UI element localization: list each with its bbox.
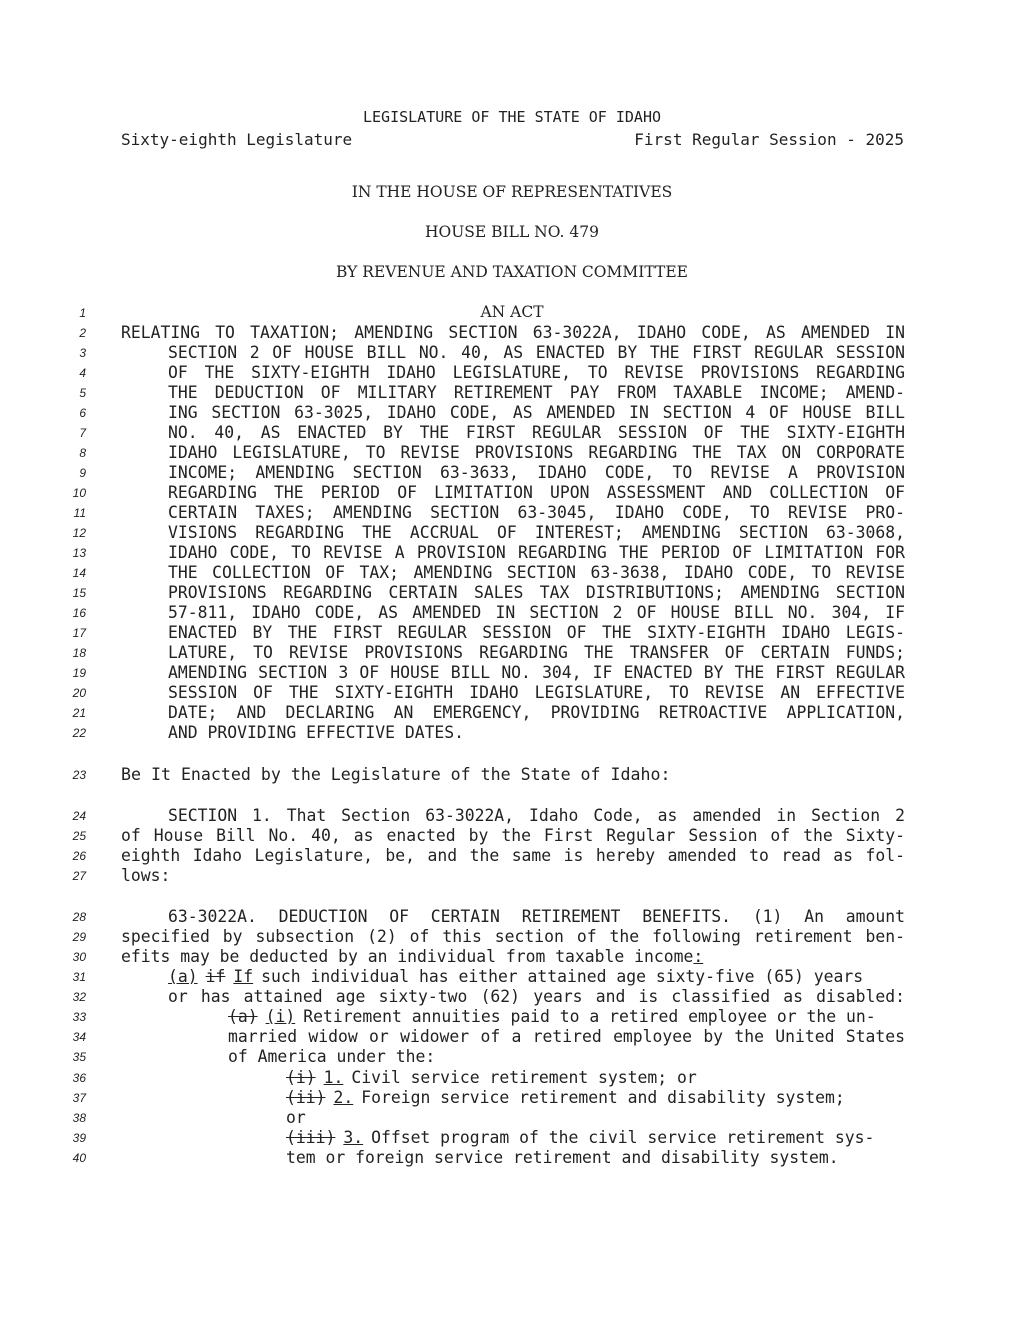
- line-number: 34: [72, 1030, 86, 1044]
- statute-line: specified by subsection (2) of this section of the following retirement ben-: [121, 927, 905, 946]
- act-line: DATE; AND DECLARING AN EMERGENCY, PROVIDING RETROACTIVE APPLICATION,: [168, 703, 905, 722]
- line-number: 32: [72, 990, 86, 1004]
- line-number: 21: [72, 706, 86, 720]
- act-line: AMENDING SECTION 3 OF HOUSE BILL NO. 304, IF ENACTED BY THE FIRST REGULAR: [168, 663, 905, 682]
- line-number: 22: [72, 726, 86, 740]
- line-number: 10: [72, 486, 86, 500]
- bill-number: HOUSE BILL NO. 479: [425, 223, 599, 241]
- line-number: 36: [72, 1071, 86, 1085]
- legislature-heading: LEGISLATURE OF THE STATE OF IDAHO: [362, 108, 661, 126]
- act-title: AN ACT: [480, 303, 544, 321]
- inserted-text: 1.: [323, 1068, 344, 1087]
- line-number: 38: [72, 1111, 86, 1125]
- line-number: 6: [79, 406, 86, 420]
- statute-line: married widow or widower of a retired employee by the United States: [228, 1027, 905, 1046]
- line-number: 31: [72, 970, 86, 984]
- statute-text: Foreign service retirement and disability system;: [361, 1088, 845, 1107]
- statute-text: such individual has either attained age sixty-five (65) years: [261, 967, 864, 986]
- act-line: VISIONS REGARDING THE ACCRUAL OF INTEREST; AMENDING SECTION 63-3068,: [168, 523, 905, 542]
- act-line: IDAHO CODE, TO REVISE A PROVISION REGARDING THE PERIOD OF LIMITATION FOR: [168, 543, 905, 562]
- line-number: 7: [79, 426, 86, 440]
- line-number: 29: [72, 930, 86, 944]
- act-line: AND PROVIDING EFFECTIVE DATES.: [168, 723, 465, 742]
- inserted-text: 3.: [343, 1128, 364, 1147]
- inserted-text: (i): [265, 1007, 296, 1026]
- act-line: ENACTED BY THE FIRST REGULAR SESSION OF THE SIXTY-EIGHTH IDAHO LEGIS-: [168, 623, 905, 642]
- act-line: LATURE, TO REVISE PROVISIONS REGARDING THE TRANSFER OF CERTAIN FUNDS;: [168, 643, 905, 662]
- line-number: 1: [79, 306, 86, 320]
- inserted-text: (a): [168, 967, 198, 986]
- section1-line: eighth Idaho Legislature, be, and the same is hereby amended to read as fol-: [121, 846, 905, 865]
- act-line: INCOME; AMENDING SECTION 63-3633, IDAHO CODE, TO REVISE A PROVISION: [168, 463, 905, 482]
- inserted-text: 2.: [333, 1088, 354, 1107]
- statute-text: efits may be deducted by an individual from taxable income: [121, 947, 694, 966]
- line-number: 5: [79, 386, 86, 400]
- line-number: 33: [72, 1010, 86, 1024]
- chamber-heading: IN THE HOUSE OF REPRESENTATIVES: [351, 183, 673, 201]
- line-number: 37: [72, 1091, 86, 1105]
- line-number: 40: [72, 1151, 86, 1165]
- line-number: 4: [79, 366, 86, 380]
- struck-text: (a): [228, 1007, 258, 1026]
- act-line: SECTION 2 OF HOUSE BILL NO. 40, AS ENACTED BY THE FIRST REGULAR SESSION: [168, 343, 905, 362]
- inserted-text: :: [693, 947, 704, 966]
- act-line: THE COLLECTION OF TAX; AMENDING SECTION 63-3638, IDAHO CODE, TO REVISE: [168, 563, 905, 582]
- line-number: 30: [72, 950, 86, 964]
- statute-line: of America under the:: [228, 1047, 436, 1066]
- line-number: 9: [79, 466, 86, 480]
- statute-line: [286, 1128, 874, 1148]
- act-line: IDAHO LEGISLATURE, TO REVISE PROVISIONS REGARDING THE TAX ON CORPORATE: [168, 443, 905, 462]
- session-right: First Regular Session - 2025: [634, 130, 904, 149]
- act-line: OF THE SIXTY-EIGHTH IDAHO LEGISLATURE, TO REVISE PROVISIONS REGARDING: [168, 363, 905, 382]
- statute-line: 63-3022A. DEDUCTION OF CERTAIN RETIREMENT BENEFITS. (1) An amount: [168, 907, 905, 926]
- line-number: 18: [72, 646, 86, 660]
- line-number: 23: [72, 768, 86, 782]
- line-number: 16: [72, 606, 86, 620]
- section1-line: lows:: [121, 866, 171, 885]
- statute-text: Retirement annuities paid to a retired employee or the un-: [303, 1007, 876, 1026]
- act-line: REGARDING THE PERIOD OF LIMITATION UPON ASSESSMENT AND COLLECTION OF: [168, 483, 905, 502]
- act-line: NO. 40, AS ENACTED BY THE FIRST REGULAR SESSION OF THE SIXTY-EIGHTH: [168, 423, 905, 442]
- line-number: 24: [72, 809, 86, 823]
- line-number: 2: [79, 326, 86, 340]
- act-line: PROVISIONS REGARDING CERTAIN SALES TAX DISTRIBUTIONS; AMENDING SECTION: [168, 583, 905, 602]
- line-number: 35: [72, 1050, 86, 1064]
- line-number: 14: [72, 566, 86, 580]
- line-number: 28: [72, 910, 86, 924]
- sponsor: BY REVENUE AND TAXATION COMMITTEE: [336, 263, 688, 281]
- line-number: 27: [72, 869, 86, 883]
- statute-line: or has attained age sixty-two (62) years and is classified as disabled:: [168, 987, 905, 1006]
- act-line: ING SECTION 63-3025, IDAHO CODE, AS AMENDED IN SECTION 4 OF HOUSE BILL: [168, 403, 905, 422]
- line-number: 26: [72, 849, 86, 863]
- statute-line: [168, 967, 863, 987]
- line-number: 39: [72, 1131, 86, 1145]
- line-number: 8: [79, 446, 86, 460]
- inserted-text: If: [233, 967, 254, 986]
- section1-line: of House Bill No. 40, as enacted by the First Regular Session of the Sixty-: [121, 826, 905, 845]
- act-line: RELATING TO TAXATION; AMENDING SECTION 63-3022A, IDAHO CODE, AS AMENDED IN: [121, 323, 905, 342]
- statute-line: [286, 1088, 845, 1108]
- struck-text: (iii): [286, 1128, 336, 1147]
- line-number: 19: [72, 666, 86, 680]
- statute-line: tem or foreign service retirement and disability system.: [286, 1148, 839, 1167]
- line-number: 15: [72, 586, 86, 600]
- statute-line: or: [286, 1108, 306, 1127]
- session-left: Sixty-eighth Legislature: [121, 130, 353, 149]
- statute-line: [121, 947, 703, 967]
- line-number: 25: [72, 829, 86, 843]
- struck-text: (i): [286, 1068, 316, 1087]
- struck-text: if: [205, 967, 226, 986]
- statute-line: [286, 1068, 697, 1088]
- act-line: SESSION OF THE SIXTY-EIGHTH IDAHO LEGISLATURE, TO REVISE AN EFFECTIVE: [168, 683, 905, 702]
- line-number: 12: [72, 526, 86, 540]
- line-number: 20: [72, 686, 86, 700]
- act-line: CERTAIN TAXES; AMENDING SECTION 63-3045, IDAHO CODE, TO REVISE PRO-: [168, 503, 905, 522]
- line-number: 11: [73, 506, 86, 520]
- line-number: 3: [79, 346, 86, 360]
- struck-text: (ii): [286, 1088, 326, 1107]
- statute-text: Civil service retirement system; or: [351, 1068, 697, 1087]
- statute-text: Offset program of the civil service retirement sys-: [371, 1128, 875, 1147]
- section1-line: SECTION 1. That Section 63-3022A, Idaho Code, as amended in Section 2: [168, 806, 905, 825]
- enacting-clause: Be It Enacted by the Legislature of the State of Idaho:: [121, 765, 671, 784]
- act-line: THE DEDUCTION OF MILITARY RETIREMENT PAY FROM TAXABLE INCOME; AMEND-: [168, 383, 905, 402]
- act-line: 57-811, IDAHO CODE, AS AMENDED IN SECTION 2 OF HOUSE BILL NO. 304, IF: [168, 603, 905, 622]
- statute-line: [228, 1007, 876, 1027]
- line-number: 13: [72, 546, 86, 560]
- line-number: 17: [72, 626, 86, 640]
